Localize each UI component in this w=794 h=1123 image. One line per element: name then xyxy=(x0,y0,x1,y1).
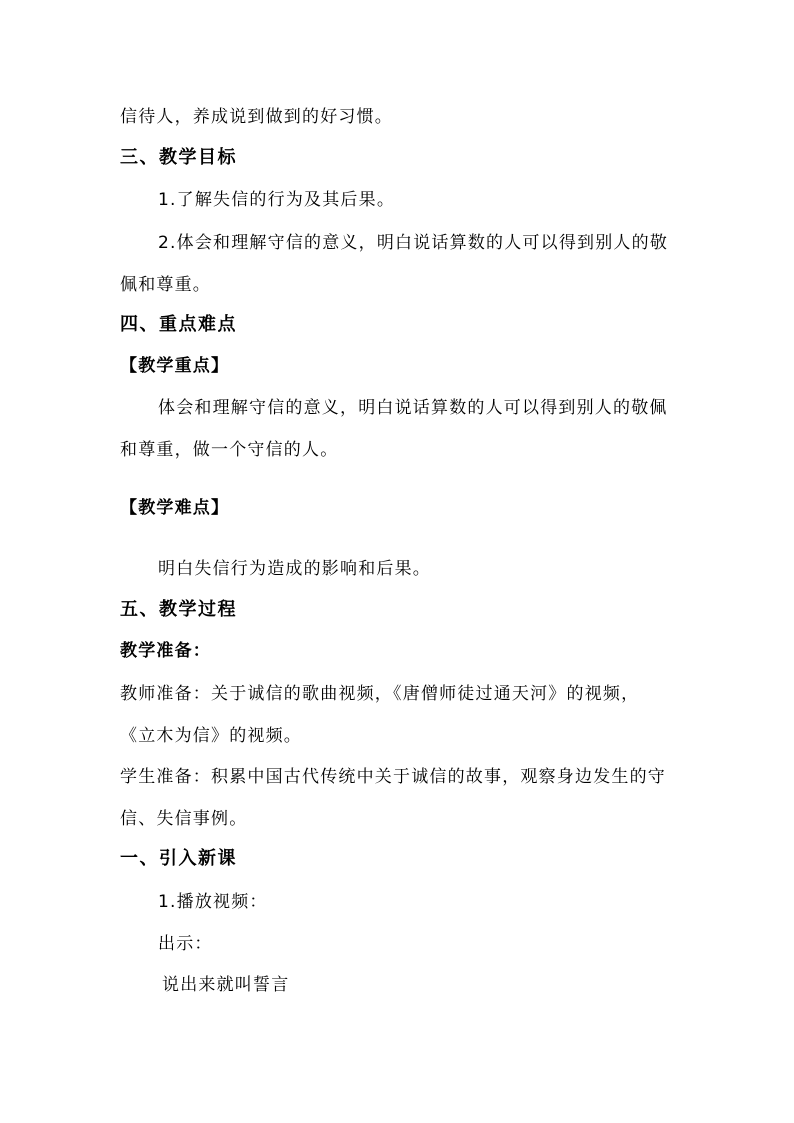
section-heading-intro: 一、引入新课 xyxy=(120,848,237,869)
section-heading-teaching-process: 五、教学过程 xyxy=(120,599,237,620)
subheading-teaching-focus: 【教学重点】 xyxy=(120,356,230,376)
section-heading-teaching-goals: 三、教学目标 xyxy=(120,147,237,168)
teacher-prep-line-1: 教师准备：关于诚信的歌曲视频，《唐僧师徒过通天河》的视频， xyxy=(120,684,640,704)
step-1: 1.播放视频： xyxy=(158,892,268,912)
goal-item-2-line-1: 2.体会和理解守信的意义，明白说话算数的人可以得到别人的敬 xyxy=(158,233,669,253)
teacher-prep-line-2: 《立木为信》的视频。 xyxy=(120,726,302,746)
goal-item-2-line-2: 佩和尊重。 xyxy=(120,275,211,295)
focus-text-line-2: 和尊重，做一个守信的人。 xyxy=(120,440,339,460)
student-prep-line-1: 学生准备：积累中国古代传统中关于诚信的故事，观察身边发生的守 xyxy=(120,767,666,787)
lyric-line: 说出来就叫誓言 xyxy=(162,975,290,995)
focus-text-line-1: 体会和理解守信的意义，明白说话算数的人可以得到别人的敬佩 xyxy=(158,398,668,418)
subheading-teaching-difficulty: 【教学难点】 xyxy=(120,498,230,518)
goal-item-1: 1.了解失信的行为及其后果。 xyxy=(158,190,396,210)
section-heading-key-points: 四、重点难点 xyxy=(120,314,237,335)
difficulty-text: 明白失信行为造成的影响和后果。 xyxy=(158,559,431,579)
student-prep-line-2: 信、失信事例。 xyxy=(120,809,248,829)
text-line: 信待人，养成说到做到的好习惯。 xyxy=(120,107,393,127)
show-label: 出示： xyxy=(158,934,213,954)
subheading-teaching-preparation: 教学准备： xyxy=(120,641,211,661)
